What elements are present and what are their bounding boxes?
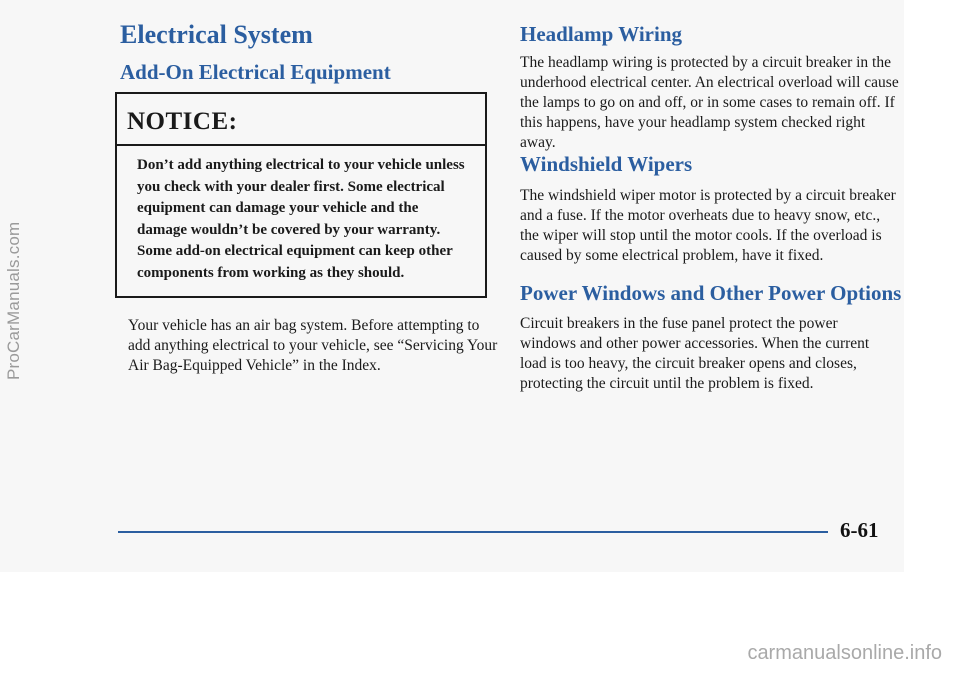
- airbag-paragraph: Your vehicle has an air bag system. Before attempting to add anything electrical to your vehicle, see “Servicing Your Air Bag-Equipped Vehicle” in the Index.: [128, 317, 498, 374]
- bottom-watermark: carmanualsonline.info: [747, 642, 942, 664]
- side-watermark: ProCarManuals.com: [4, 221, 23, 380]
- notice-body: Don’t add anything electrical to your vehicle unless you check with your dealer first. Some electrical equipment can damage your vehicle and the damage wouldn’t be covered by your warranty. Some add-on electrical equipment can keep other components from working as they should.: [137, 157, 465, 281]
- section-title: Electrical System: [120, 20, 313, 49]
- subsection-title: Add-On Electrical Equipment: [120, 60, 391, 84]
- windshield-wipers-body: The windshield wiper motor is protected by a circuit breaker and a fuse. If the motor overheats due to heavy snow, etc., the wiper will stop until the motor cools. If the overload is caused by some electrical problem, have it fixed.: [520, 187, 896, 264]
- headlamp-wiring-heading: Headlamp Wiring: [520, 22, 683, 46]
- power-windows-heading: Power Windows and Other Power Options: [520, 281, 902, 305]
- footer-rule: [118, 531, 828, 533]
- power-windows-body: Circuit breakers in the fuse panel protect the power windows and other power accessories. When the current load is too heavy, the circuit breaker opens and closes, protecting the circuit until the problem is fixed.: [520, 315, 870, 392]
- page-number: 6-61: [840, 518, 879, 542]
- windshield-wipers-heading: Windshield Wipers: [520, 152, 693, 176]
- notice-box: [115, 92, 487, 298]
- headlamp-wiring-body: The headlamp wiring is protected by a circuit breaker in the underhood electrical center. An electrical overload will cause the lamps to go on and off, or in some cases to remain off. If this happens, have your headlamp system checked right away.: [520, 54, 899, 151]
- notice-heading: NOTICE:: [117, 94, 485, 146]
